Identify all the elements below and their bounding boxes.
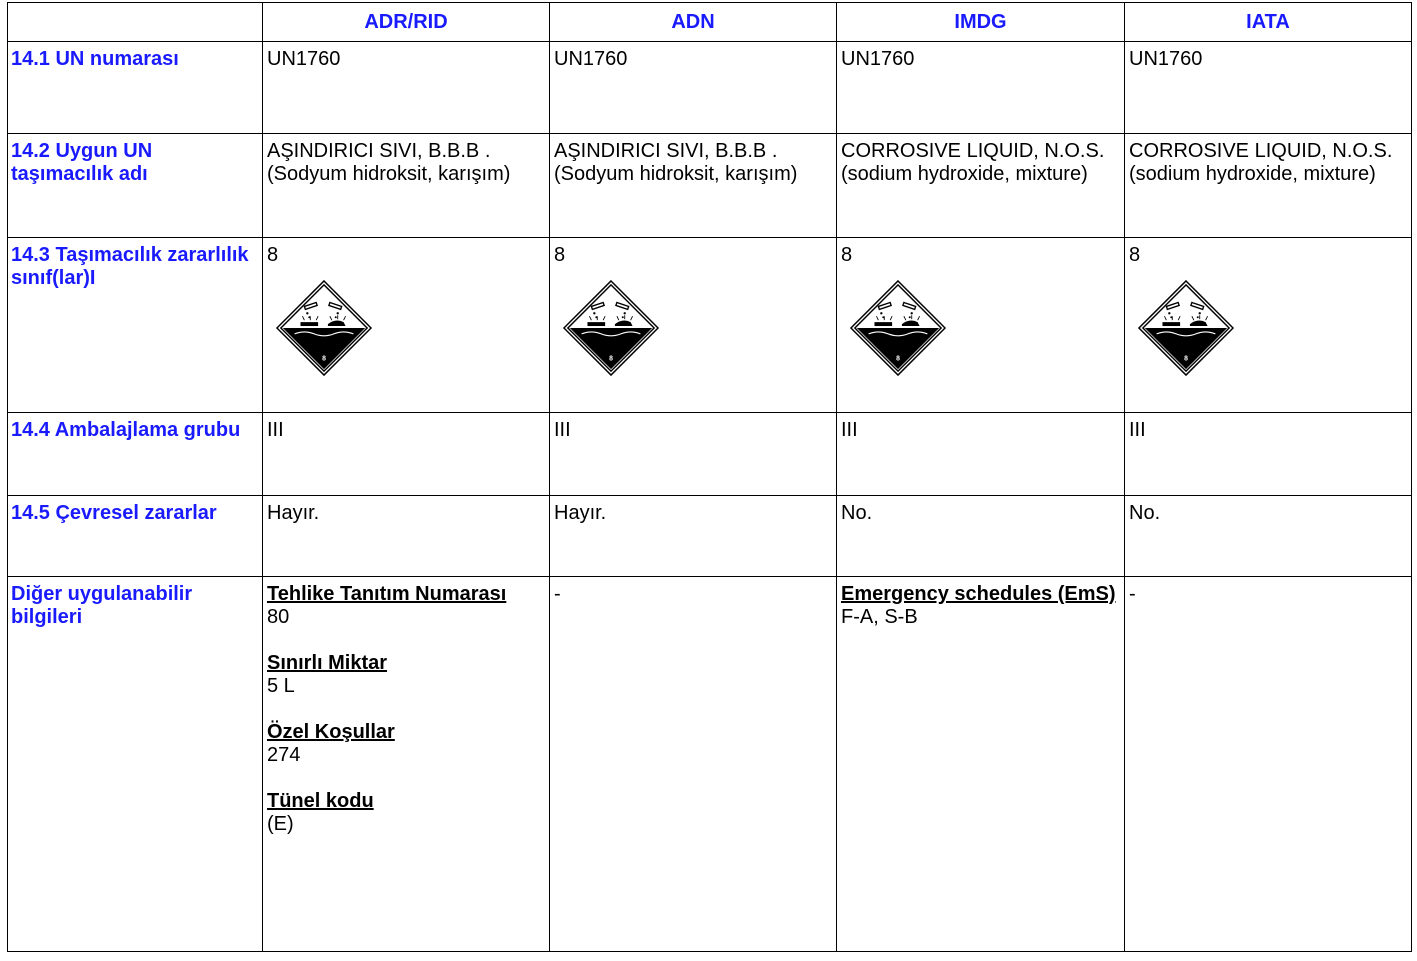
- corrosive-pictogram-icon: [275, 279, 373, 377]
- limited-qty-title: Sınırlı Miktar: [267, 652, 388, 674]
- cell-name-adn: AŞINDIRICI SIVI, B.B.B . (Sodyum hidroksit, karışım): [550, 134, 837, 238]
- cell-un-adn: UN1760: [550, 42, 837, 134]
- special-provisions-title: Özel Koşullar: [267, 721, 395, 743]
- label-other-info: Diğer uygulanabilir bilgileri: [8, 577, 263, 952]
- row-environmental: [8, 496, 1412, 577]
- label-environmental: 14.5 Çevresel zararlar: [8, 496, 263, 577]
- row-un-number: [8, 42, 1412, 134]
- cell-pg-iata: III: [1125, 413, 1412, 496]
- header-row: [8, 3, 1412, 42]
- ems-title: Emergency schedules (EmS): [841, 583, 1116, 605]
- label-packing-group: 14.4 Ambalajlama grubu: [8, 413, 263, 496]
- cell-class-adn: [550, 238, 837, 413]
- corrosive-pictogram-icon: [562, 279, 660, 377]
- class-value: 8: [1129, 244, 1141, 266]
- row-hazard-class: [8, 238, 1412, 413]
- row-other-info: [8, 577, 1412, 952]
- cell-other-adn: -: [550, 577, 837, 952]
- hazard-id-value: 80: [267, 606, 290, 628]
- cell-env-adr: Hayır.: [263, 496, 550, 577]
- cell-other-adr: [263, 577, 550, 952]
- hazard-id-block: [267, 583, 545, 629]
- cell-pg-adr: III: [263, 413, 550, 496]
- class-value: 8: [841, 244, 853, 266]
- cell-env-iata: No.: [1125, 496, 1412, 577]
- cell-un-iata: UN1760: [1125, 42, 1412, 134]
- cell-other-iata: -: [1125, 577, 1412, 952]
- header-iata: IATA: [1125, 3, 1412, 42]
- header-adr-rid: ADR/RID: [263, 3, 550, 42]
- cell-class-iata: [1125, 238, 1412, 413]
- cell-other-imdg: [837, 577, 1125, 952]
- cell-un-adr: UN1760: [263, 42, 550, 134]
- cell-un-imdg: UN1760: [837, 42, 1125, 134]
- class-value: 8: [554, 244, 566, 266]
- tunnel-code-title: Tünel kodu: [267, 790, 374, 812]
- special-provisions-block: [267, 721, 545, 767]
- cell-name-iata: CORROSIVE LIQUID, N.O.S. (sodium hydroxide, mixture): [1125, 134, 1412, 238]
- cell-env-imdg: No.: [837, 496, 1125, 577]
- label-shipping-name: 14.2 Uygun UN taşımacılık adı: [8, 134, 263, 238]
- limited-qty-value: 5 L: [267, 675, 295, 697]
- tunnel-code-block: [267, 790, 545, 836]
- cell-pg-adn: III: [550, 413, 837, 496]
- label-un-number: 14.1 UN numarası: [8, 42, 263, 134]
- cell-class-adr: [263, 238, 550, 413]
- cell-name-adr: AŞINDIRICI SIVI, B.B.B . (Sodyum hidroksit, karışım): [263, 134, 550, 238]
- corrosive-pictogram-icon: [1137, 279, 1235, 377]
- header-imdg: IMDG: [837, 3, 1125, 42]
- special-provisions-value: 274: [267, 744, 301, 766]
- cell-name-imdg: CORROSIVE LIQUID, N.O.S. (sodium hydroxide, mixture): [837, 134, 1125, 238]
- row-packing-group: [8, 413, 1412, 496]
- hazard-id-title: Tehlike Tanıtım Numarası: [267, 583, 507, 605]
- cell-class-imdg: [837, 238, 1125, 413]
- header-empty: [8, 3, 263, 42]
- cell-env-adn: Hayır.: [550, 496, 837, 577]
- transport-info-table: [7, 2, 1412, 952]
- ems-value: F-A, S-B: [841, 606, 918, 628]
- header-adn: ADN: [550, 3, 837, 42]
- label-hazard-class: 14.3 Taşımacılık zararlılık sınıf(lar)I: [8, 238, 263, 413]
- tunnel-code-value: (E): [267, 813, 294, 835]
- limited-qty-block: [267, 652, 545, 698]
- class-value: 8: [267, 244, 279, 266]
- cell-pg-imdg: III: [837, 413, 1125, 496]
- row-shipping-name: [8, 134, 1412, 238]
- corrosive-pictogram-icon: [849, 279, 947, 377]
